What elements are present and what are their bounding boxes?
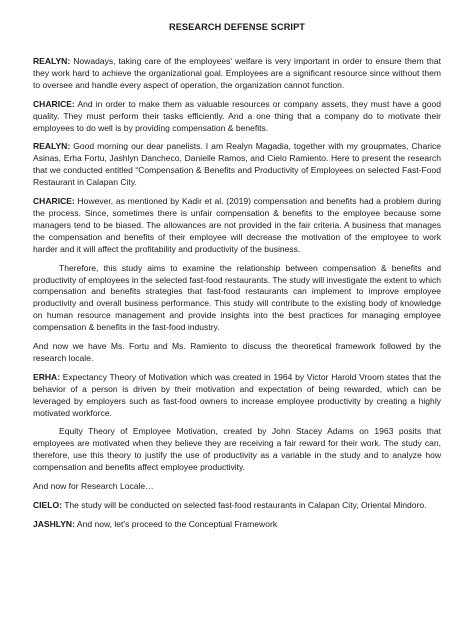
paragraph-11 xyxy=(33,519,441,531)
paragraph-text: Expectancy Theory of Motivation which was created in 1964 by Victor Harold Vroom states that the behavior of a person is driven by their motivation and expectation of being rewarded, which can be leveraged by employers such as fast-food owners to increase employee productivity by creating a highly motivated workforce. xyxy=(33,371,441,418)
paragraph-3 xyxy=(33,141,441,189)
paragraph-text: Nowadays, taking care of the employees' welfare is very important in order to ensure them that they work hard to achieve the organizational goal. Employees are a significant resource since without them to oversee and handle every aspect of operation, the organization cannot function. xyxy=(33,56,441,90)
paragraph-text: And now, let's proceed to the Conceptual Framework xyxy=(74,518,278,529)
speaker-label: CHARICE: xyxy=(33,98,75,109)
paragraph-text: And now we have Ms. Fortu and Ms. Ramiento to discuss the theoretical framework followed by the research locale. xyxy=(33,341,441,363)
document-page xyxy=(33,22,441,538)
paragraph-8 xyxy=(33,426,441,474)
paragraph-text: Good morning our dear panelists. I am Realyn Magadia, together with my groupmates, Charice Asinas, Erha Fortu, Jashlyn Dancheco, Danielle Ramos, and Cielo Ramiento. Here to present the research that we conducted entitled “Compensation & Benefits and Productivity of Employees on selected Fast-Food Restaurant in Calapan City. xyxy=(33,141,441,188)
paragraph-7 xyxy=(33,372,441,420)
speaker-label: REALYN: xyxy=(33,141,71,152)
paragraph-10 xyxy=(33,500,441,512)
paragraph-text: Therefore, this study aims to examine the relationship between compensation & benefits and productivity of employees in the selected fast-food restaurants. The study will investigate the extent to which compensation and benefits strategies that fast-food restaurants can implement to improve employee productivity and overall business performance. This study will contribute to the existing body of knowledge on human resource management and provide insights into the best practices for managing employee compensation & benefits in the fast-food industry. xyxy=(33,262,441,333)
speaker-label: ERHA: xyxy=(33,371,61,382)
paragraph-text: Equity Theory of Employee Motivation, created by John Stacey Adams on 1963 posits that employees are motivated when they believe they are receiving a fair reward for their work. The study can, therefore, use this theory to justify the use of productivity as a variable in the study and to analyze how compensation and benefits affect employee productivity. xyxy=(33,426,441,473)
paragraph-text: However, as mentioned by Kadir et al. (2019) compensation and benefits had a problem during the process. Since, sometimes there is unfair compensation & benefits to the employee because some managers tend to be biased. The allowances are not provided in the fair criteria. A business that manages the compensation and benefits of their employee will decrease the motivation of the employee to work harder and it will affect the profitability and productivity of the business. xyxy=(33,196,441,254)
speaker-label: REALYN: xyxy=(33,56,71,66)
speaker-label: CHARICE: xyxy=(33,196,75,207)
paragraph-text: The study will be conducted on selected fast-food restaurants in Calapan City, Oriental Mindoro. xyxy=(61,500,427,510)
paragraph-1 xyxy=(33,56,441,92)
paragraph-text: And in order to make them as valuable resources or company assets, they must have a good quality. They must perform their tasks efficiently. And a one thing that a company do to motivate their employees to do well is by providing compensation & benefits. xyxy=(33,98,441,133)
speaker-label: JASHLYN: xyxy=(33,518,75,529)
paragraph-9 xyxy=(33,481,441,493)
paragraph-5 xyxy=(33,263,441,334)
document-title: RESEARCH DEFENSE SCRIPT xyxy=(168,22,306,32)
paragraph-6 xyxy=(33,341,441,365)
paragraph-2 xyxy=(33,99,441,135)
speaker-label: CIELO: xyxy=(33,500,62,510)
paragraph-4 xyxy=(33,196,441,256)
paragraph-text: And now for Research Locale… xyxy=(33,481,154,492)
